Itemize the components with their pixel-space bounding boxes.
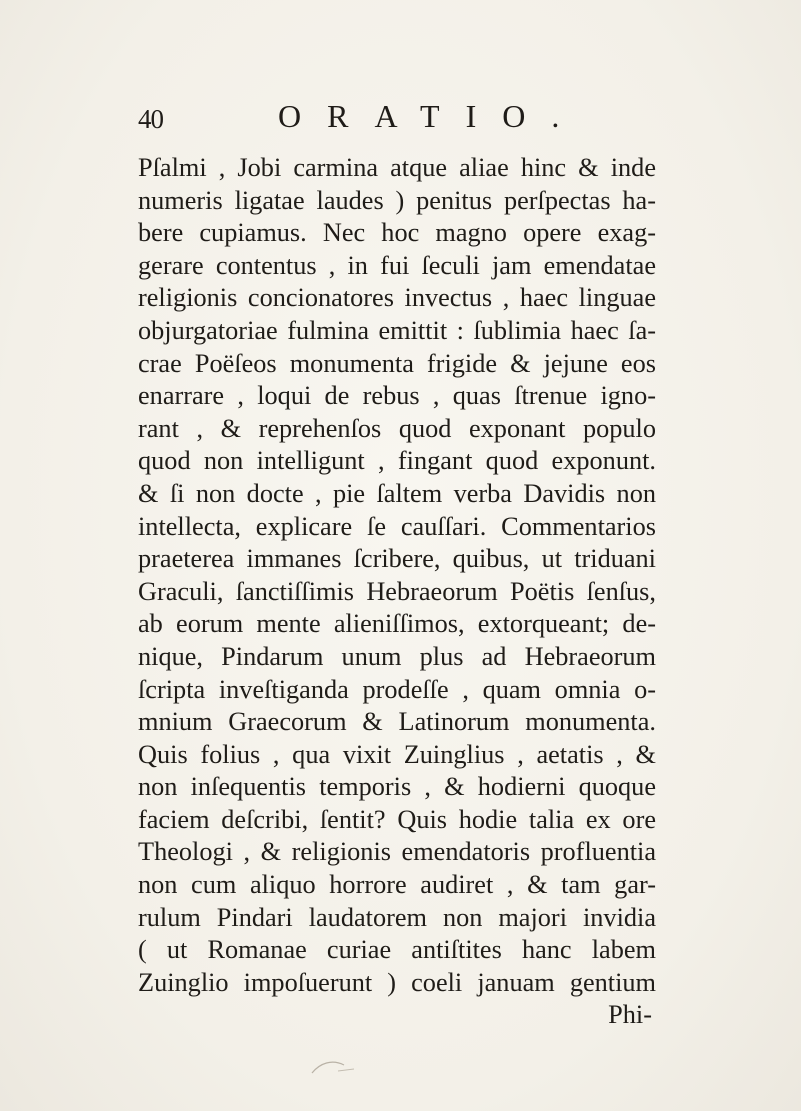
text-line: rant , & reprehenſos quod exponant populo	[138, 413, 656, 443]
text-line: ſcripta inveſtiganda prodeſſe , quam omnia o-	[138, 674, 656, 704]
text-line: crae Poëſeos monumenta frigide & jejune eos	[138, 348, 656, 378]
text-line: & ſi non docte , pie ſaltem verba Davidis non	[138, 478, 656, 508]
text-line: quod non intelligunt , fingant quod exponunt.	[138, 446, 656, 476]
page-header	[138, 98, 698, 148]
text-line: non cum aliquo horrore audiret , & tam gar-	[138, 870, 656, 900]
text-line: Graculi, ſanctiſſimis Hebraeorum Poëtis ſenſus,	[138, 576, 656, 606]
text-line: bere cupiamus. Nec hoc magno opere exag-	[138, 218, 656, 248]
text-line: rulum Pindari laudatorem non majori invidia	[138, 902, 656, 932]
text-line: Theologi , & religionis emendatoris profluentia	[138, 837, 656, 867]
text-line: Zuinglio impoſuerunt ) coeli januam gentium	[138, 967, 656, 997]
text-line: faciem deſcribi, ſentit? Quis hodie talia ex ore	[138, 804, 656, 834]
text-line: gerare contentus , in fui ſeculi jam emendatae	[138, 250, 656, 280]
text-line: non inſequentis temporis , & hodierni quoque	[138, 772, 656, 802]
running-title: ORATIO.	[278, 98, 586, 134]
body-text	[138, 152, 656, 1032]
text-line: enarrare , loqui de rebus , quas ſtrenue igno-	[138, 381, 656, 411]
text-line: ab eorum mente alieniſſimos, extorqueant; de-	[138, 609, 656, 639]
text-line: ( ut Romanae curiae antiſtites hanc labem	[138, 935, 656, 965]
text-line: numeris ligatae laudes ) penitus perſpectas ha-	[138, 185, 656, 215]
text-line: mnium Graecorum & Latinorum monumenta.	[138, 707, 656, 737]
text-line: nique, Pindarum unum plus ad Hebraeorum	[138, 641, 656, 671]
ink-mark	[310, 1055, 356, 1077]
text-line: praeterea immanes ſcribere, quibus, ut triduani	[138, 544, 656, 574]
text-line: intellecta, explicare ſe cauſſari. Commentarios	[138, 511, 656, 541]
catchword: Phi-	[608, 1000, 652, 1030]
text-line: Pſalmi , Jobi carmina atque aliae hinc & inde	[138, 153, 656, 182]
text-line: objurgatoriae fulmina emittit : ſublimia haec ſa-	[138, 315, 656, 345]
text-line: Quis folius , qua vixit Zuinglius , aetatis , &	[138, 739, 656, 769]
page-number: 40	[138, 104, 163, 134]
text-line: religionis concionatores invectus , haec linguae	[138, 283, 656, 313]
